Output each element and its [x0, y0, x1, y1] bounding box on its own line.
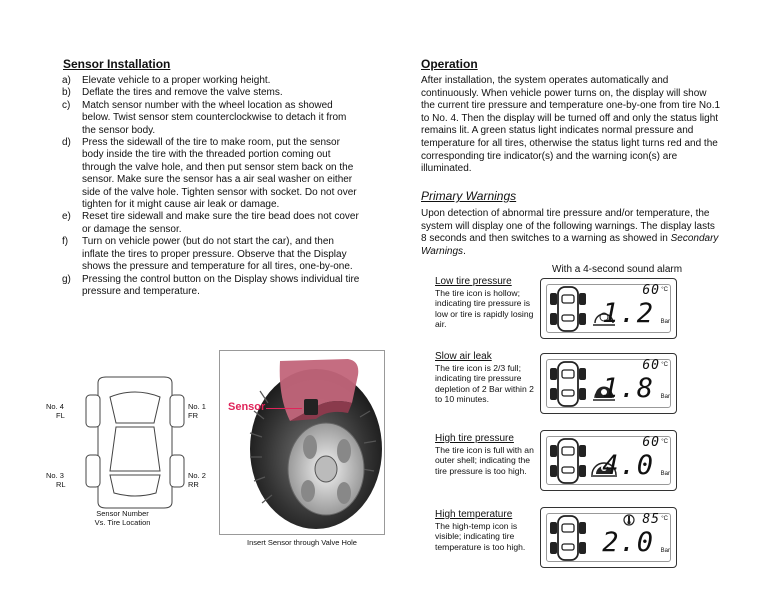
lcd-temperature: 60: [642, 435, 660, 450]
warning-body-high-temperature: The high-temp icon is visible; indicating tire temperature is too high.: [435, 521, 526, 552]
warning-body-slow-leak: The tire icon is 2/3 full; indicating tire pressure depletion of 2 Bar within 2 to 10 minutes.: [435, 363, 534, 405]
step-d: d) Press the sidewall of the tire to make room, put the sensor body inside the tire with the threaded portion coming out through the valve hole, and then put sensor stem back on the sensor. Make sure the sensor has a air seal washer on either side of the valve hole. Tighten sensor with socket. Do not over tighten for it might cause air leak or damage.: [62, 137, 357, 211]
step-f: f) Turn on vehicle power (but do not start the car), and then inflate the tires to proper pressure. Observe that the Display shows the pressure and temperature for all tires, one-by-one.: [62, 236, 353, 273]
tire-rl-icon: [86, 455, 100, 487]
tire-rr-icon: [170, 455, 184, 487]
lcd-pressure: 4.0: [602, 450, 654, 481]
label-no1: No. 1: [188, 402, 206, 411]
installation-steps: [62, 75, 362, 298]
label-no3: No. 3: [46, 471, 64, 480]
lcd-display-high-pressure: [540, 430, 677, 491]
lcd-temperature-unit: °C: [661, 516, 668, 522]
step-a: a) Elevate vehicle to a proper working height.: [62, 75, 271, 86]
car-outline-diagram: [80, 375, 190, 510]
step-g: g) Pressing the control button on the Display shows individual tire pressure and temperature.: [62, 273, 360, 297]
sensor-callout: Sensor: [228, 401, 266, 413]
lcd-temperature-unit: °C: [661, 287, 668, 293]
lcd-pressure-unit: Bar: [660, 319, 670, 325]
warning-title-high-temperature: High temperature: [435, 509, 513, 520]
lcd-temperature: 60: [642, 283, 660, 298]
tire-fl-icon: [86, 395, 100, 427]
high-temp-icon: [623, 514, 635, 526]
diagram-caption-2: Vs. Tire Location: [94, 518, 151, 527]
lcd-pressure-unit: Bar: [660, 471, 670, 477]
sound-alarm-note: With a 4-second sound alarm: [552, 264, 683, 275]
sensor-callout-line: [266, 408, 302, 409]
warning-title-low-pressure: Low tire pressure: [435, 276, 512, 287]
lcd-pressure-unit: Bar: [660, 394, 670, 400]
step-c: c) Match sensor number with the wheel location as showed below. Twist sensor stem counterclockwise to detach it from the sensor body.: [62, 99, 347, 136]
label-no2: No. 2: [188, 471, 206, 480]
operation-heading: Operation: [421, 57, 478, 71]
car-icon: [550, 514, 586, 562]
car-icon: [550, 285, 586, 333]
lcd-display-high-temperature: [540, 507, 677, 568]
lcd-temperature-unit: °C: [661, 439, 668, 445]
photo-caption: Insert Sensor through Valve Hole: [247, 538, 357, 547]
label-fr: FR: [188, 411, 198, 420]
warning-body-low-pressure: The tire icon is hollow; indicating tire pressure is low or tire is rapidly losing air.: [435, 288, 534, 330]
car-icon: [550, 437, 586, 485]
lcd-temperature: 60: [642, 358, 660, 373]
lcd-pressure: 1.8: [602, 373, 654, 404]
label-fl: FL: [56, 411, 65, 420]
lcd-temperature: 85: [642, 512, 660, 527]
label-rr: RR: [188, 480, 199, 489]
label-rl: RL: [56, 480, 66, 489]
lcd-pressure: 2.0: [602, 527, 654, 558]
car-icon: [550, 360, 586, 408]
warning-body-high-pressure: The tire icon is full with an outer shell; indicating the tire pressure is too high.: [435, 445, 534, 476]
step-e: e) Reset tire sidewall and make sure the tire bead does not cover or damage the sensor.: [62, 211, 359, 235]
primary-warnings-heading: Primary Warnings: [421, 189, 517, 203]
lcd-pressure: 1.2: [602, 298, 654, 329]
diagram-caption-1: Sensor Number: [96, 509, 149, 518]
step-b: b) Deflate the tires and remove the valve stems.: [62, 87, 283, 99]
lcd-display-slow-leak: [540, 353, 677, 414]
lcd-pressure-unit: Bar: [660, 548, 670, 554]
warning-title-high-pressure: High tire pressure: [435, 433, 514, 444]
tire-photo: [219, 350, 385, 535]
tire-illustration-image: [220, 351, 384, 534]
operation-text: After installation, the system operates automatically and continuously. When vehicle power turns on, the display will show the current tire pressure and temperature one-by-one from tire No.1 to No. 4. Then the display will be turned off and only the status light remains lit. A green status light indicates normal pressure and temperature for all tires, otherwise the status light turns red and the corresponding tire indicator(s) and the warning icon(s) are illuminated.: [421, 75, 721, 175]
sensor-installation-heading: Sensor Installation: [63, 57, 171, 71]
primary-warnings-text: Upon detection of abnormal tire pressure and/or temperature, the system will display one of the following warnings. The display lasts 8 seconds and then switches to a warning as showed in Secondary Warnings.: [421, 208, 719, 257]
warning-title-slow-leak: Slow air leak: [435, 351, 492, 362]
tire-fr-icon: [170, 395, 184, 427]
label-no4: No. 4: [46, 402, 64, 411]
lcd-temperature-unit: °C: [661, 362, 668, 368]
lcd-display-low-pressure: [540, 278, 677, 339]
